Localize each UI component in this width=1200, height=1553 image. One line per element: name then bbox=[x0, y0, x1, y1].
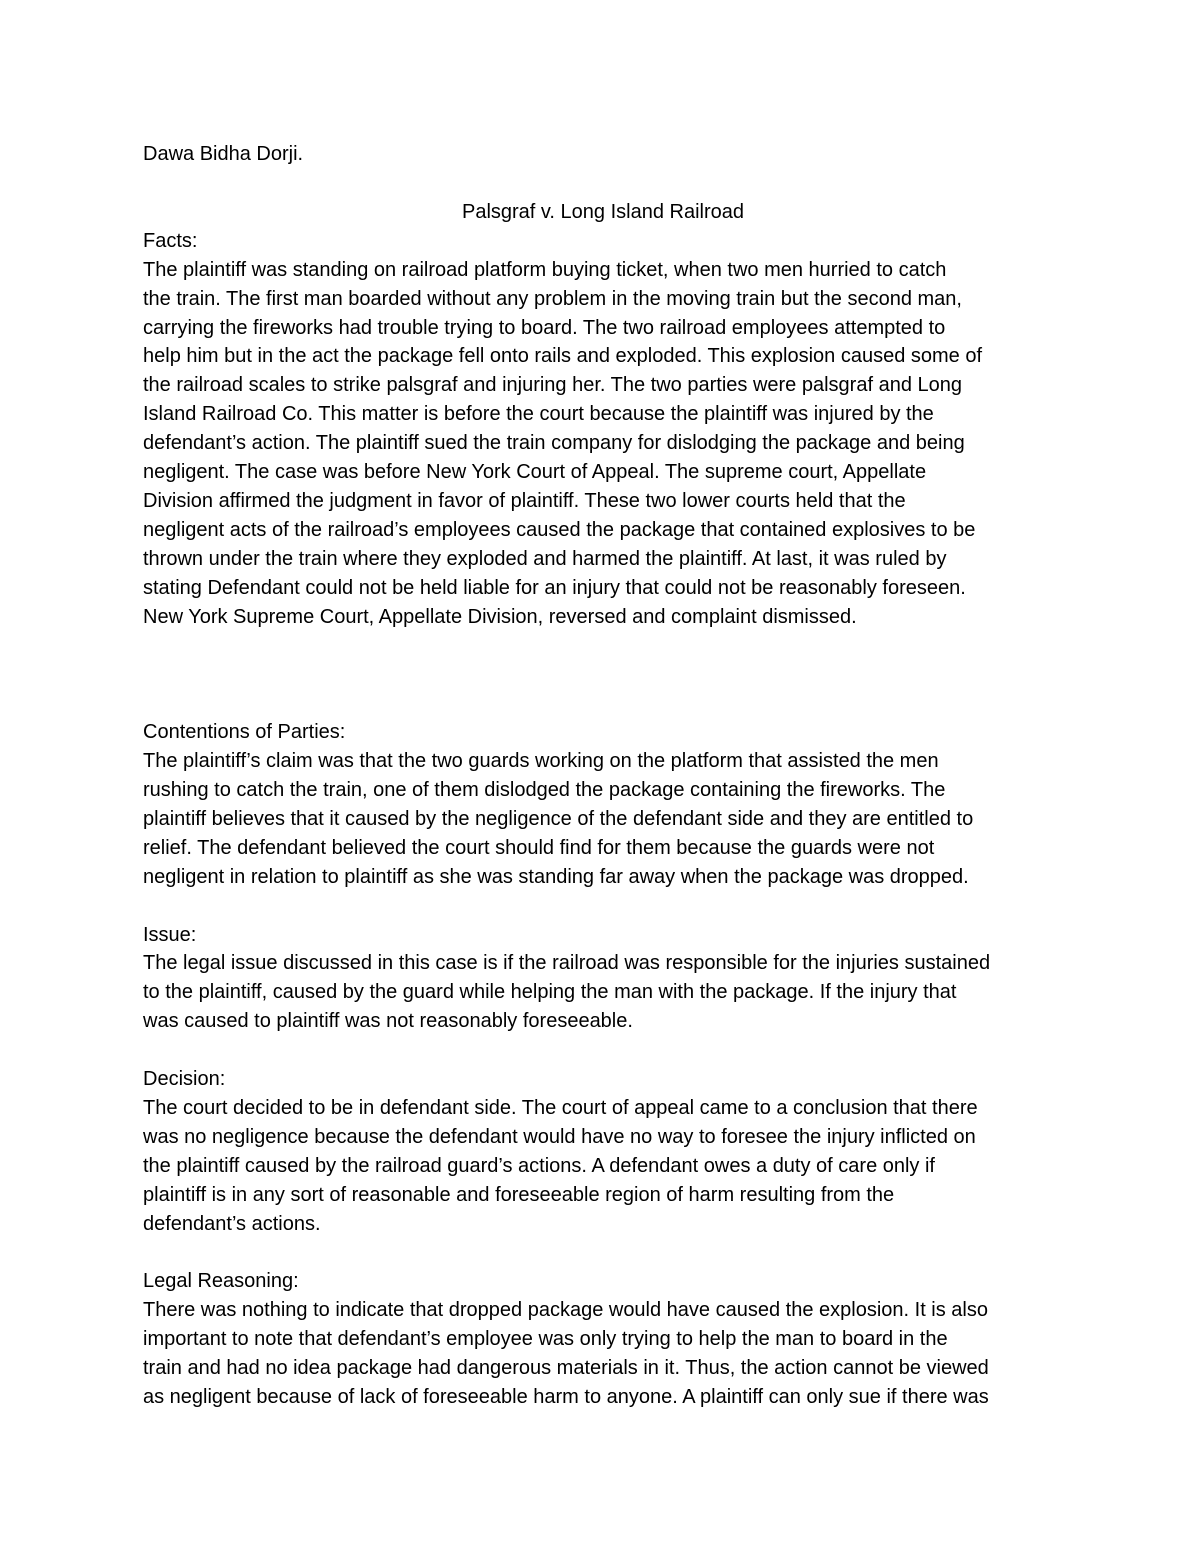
text-line: important to note that defendant’s employee was only trying to help the man to board in the bbox=[143, 1328, 948, 1351]
paragraph-facts bbox=[143, 256, 1063, 632]
author-name: Dawa Bidha Dorji. bbox=[143, 143, 304, 165]
section-heading-decision: Decision: bbox=[143, 1068, 226, 1091]
spacer bbox=[143, 1036, 1063, 1065]
text-line: plaintiff believes that it caused by the negligence of the defendant side and they are entitled to bbox=[143, 807, 974, 830]
text-line: defendant’s action. The plaintiff sued the train company for dislodging the package and being bbox=[143, 432, 965, 455]
text-line: stating Defendant could not be held liable for an injury that could not be reasonably foreseen. bbox=[143, 576, 966, 599]
text-line: negligent. The case was before New York Court of Appeal. The supreme court, Appellate bbox=[143, 461, 927, 484]
text-line: plaintiff is in any sort of reasonable and foreseeable region of harm resulting from the bbox=[143, 1183, 895, 1206]
section-issue bbox=[143, 921, 1063, 1037]
section-heading-legal-reasoning: Legal Reasoning: bbox=[143, 1270, 299, 1293]
section-heading-issue: Issue: bbox=[143, 923, 197, 946]
text-line: was no negligence because the defendant would have no way to foresee the injury inflicted on bbox=[143, 1125, 976, 1148]
text-line: The court decided to be in defendant side. The court of appeal came to a conclusion that there bbox=[143, 1096, 978, 1119]
text-line: the train. The first man boarded without any problem in the moving train but the second man, bbox=[143, 287, 962, 310]
section-contentions bbox=[143, 718, 1063, 891]
spacer bbox=[143, 631, 1063, 718]
document-title: Palsgraf v. Long Island Railroad bbox=[461, 200, 744, 223]
text-line: rushing to catch the train, one of them dislodged the package containing the fireworks. The bbox=[143, 778, 946, 801]
spacer bbox=[143, 169, 1063, 198]
text-line: The plaintiff was standing on railroad platform buying ticket, when two men hurried to catch bbox=[143, 258, 947, 281]
paragraph-contentions bbox=[143, 747, 1063, 892]
text-line: the railroad scales to strike palsgraf and injuring her. The two parties were palsgraf and Long bbox=[143, 374, 962, 397]
text-line: There was nothing to indicate that dropped package would have caused the explosion. It is also bbox=[143, 1299, 988, 1322]
text-line: defendant’s actions. bbox=[143, 1212, 321, 1235]
text-line: negligent acts of the railroad’s employees caused the package that contained explosives to be bbox=[143, 518, 976, 541]
text-line: as negligent because of lack of foreseeable harm to anyone. A plaintiff can only sue if there was bbox=[143, 1385, 989, 1408]
text-line: help him but in the act the package fell onto rails and exploded. This explosion caused some of bbox=[143, 345, 983, 368]
spacer bbox=[143, 892, 1063, 921]
text-line: negligent in relation to plaintiff as she was standing far away when the package was dropped. bbox=[143, 865, 969, 888]
text-line: thrown under the train where they exploded and harmed the plaintiff. At last, it was ruled by bbox=[143, 547, 947, 570]
text-line: to the plaintiff, caused by the guard while helping the man with the package. If the injury that bbox=[143, 981, 957, 1004]
section-legal-reasoning bbox=[143, 1267, 1063, 1412]
spacer bbox=[143, 1238, 1063, 1267]
text-line: train and had no idea package had dangerous materials in it. Thus, the action cannot be viewed bbox=[143, 1357, 989, 1380]
text-line: The plaintiff’s claim was that the two guards working on the platform that assisted the men bbox=[143, 750, 939, 773]
document-page bbox=[143, 140, 1063, 1412]
section-heading-contentions: Contentions of Parties: bbox=[143, 721, 346, 744]
text-line: Island Railroad Co. This matter is before the court because the plaintiff was injured by the bbox=[143, 403, 934, 426]
text-line: The legal issue discussed in this case is if the railroad was responsible for the injuries sustained bbox=[143, 952, 991, 975]
text-line: relief. The defendant believed the court should find for them because the guards were not bbox=[143, 836, 935, 859]
paragraph-legal-reasoning bbox=[143, 1296, 1063, 1412]
text-line: the plaintiff caused by the railroad guard’s actions. A defendant owes a duty of care only if bbox=[143, 1154, 935, 1177]
text-line: was caused to plaintiff was not reasonably foreseeable. bbox=[143, 1010, 633, 1033]
text-line: carrying the fireworks had trouble trying to board. The two railroad employees attempted to bbox=[143, 316, 946, 339]
text-line: Division affirmed the judgment in favor of plaintiff. These two lower courts held that the bbox=[143, 489, 906, 512]
section-heading-facts: Facts: bbox=[143, 229, 198, 252]
text-line: New York Supreme Court, Appellate Division, reversed and complaint dismissed. bbox=[143, 605, 857, 628]
paragraph-decision bbox=[143, 1094, 1063, 1239]
paragraph-issue bbox=[143, 949, 1063, 1036]
section-decision bbox=[143, 1065, 1063, 1238]
section-facts bbox=[143, 227, 1063, 632]
